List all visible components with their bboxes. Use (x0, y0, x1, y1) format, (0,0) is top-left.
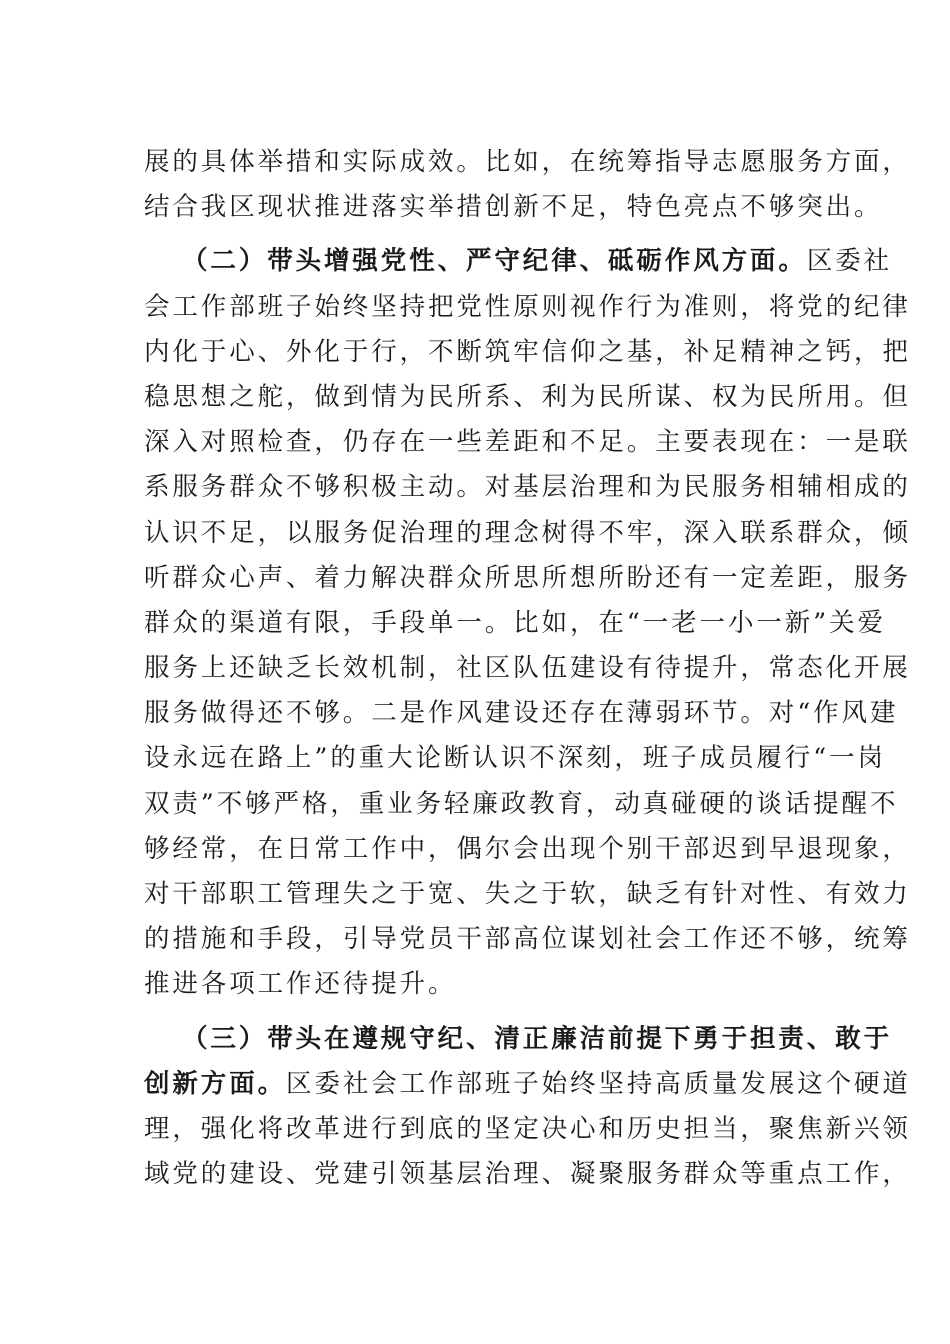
text-segment: 双责”不够严格，重业务轻廉政教育，动真碰硬的谈话提醒不 (144, 788, 899, 819)
text-segment: 群众的渠道有限，手段单一。比如，在“一老一小一新”关爱 (144, 607, 886, 638)
text-line (144, 917, 911, 962)
text-line (144, 736, 886, 781)
document-body (144, 140, 911, 1197)
text-line (144, 375, 911, 420)
text-line (144, 465, 911, 510)
text-segment: 服务做得还不够。二是作风建设还存在薄弱环节。对“作风建 (144, 698, 899, 729)
text-line (144, 140, 911, 185)
text-line (144, 330, 911, 375)
text-segment: 深入对照检查，仍存在一些差距和不足。主要表现在：一是联 (144, 427, 911, 458)
section-heading-2: （二）带头增强党性、严守纪律、砥砺作风方面。 (182, 246, 807, 277)
text-line (144, 1152, 911, 1197)
section-heading-3-continued: 创新方面。 (144, 1068, 287, 1099)
section-heading-3: （三）带头在遵规守纪、清正廉洁前提下勇于担责、敢于 (182, 1023, 893, 1054)
text-line (144, 962, 824, 1007)
text-segment: 认识不足，以服务促治理的理念树得不牢，深入联系群众，倾 (144, 517, 911, 548)
text-line (144, 782, 899, 827)
text-segment: 区委社 (806, 246, 893, 277)
text-line (144, 185, 883, 230)
text-line (144, 872, 911, 917)
text-segment: 系服务群众不够积极主动。对基层治理和为民服务相辅相成的 (144, 472, 911, 503)
text-line (144, 511, 911, 556)
text-segment: 内化于心、外化于行，不断筑牢信仰之基，补足精神之钙，把 (144, 336, 911, 367)
text-segment: 稳思想之舵，做到情为民所系、利为民所谋、权为民所用。但 (144, 381, 911, 412)
text-line (144, 1107, 911, 1152)
section-heading-line (144, 1017, 893, 1062)
text-line (144, 827, 911, 872)
text-segment: 域党的建设、党建引领基层治理、凝聚服务群众等重点工作， (144, 1159, 911, 1190)
text-segment: 理，强化将改革进行到底的坚定决心和历史担当，聚焦新兴领 (144, 1113, 911, 1144)
section-heading-line (144, 239, 893, 284)
text-segment: 设永远在路上”的重大论断认识不深刻，班子成员履行“一岗 (144, 743, 886, 774)
text-segment: 的措施和手段，引导党员干部高位谋划社会工作还不够，统筹 (144, 924, 911, 955)
text-line (144, 646, 911, 691)
text-segment: 够经常，在日常工作中，偶尔会出现个别干部迟到早退现象， (144, 833, 911, 864)
text-segment: 区委社会工作部班子始终坚持高质量发展这个硬道 (286, 1068, 911, 1099)
text-line (144, 556, 911, 601)
text-segment: 服务上还缺乏长效机制，社区队伍建设有待提升，常态化开展 (144, 653, 911, 684)
text-segment: 听群众心声、着力解决群众所思所想所盼还有一定差距，服务 (144, 562, 911, 593)
text-line (144, 691, 899, 736)
text-segment: 推进各项工作还待提升。 (144, 969, 457, 1000)
text-segment: 结合我区现状推进落实举措创新不足，特色亮点不够突出。 (144, 192, 883, 223)
text-line (144, 285, 911, 330)
text-line (144, 1062, 911, 1107)
text-segment: 展的具体举措和实际成效。比如，在统筹指导志愿服务方面， (144, 147, 911, 177)
text-segment: 对干部职工管理失之于宽、失之于软，缺乏有针对性、有效力 (144, 879, 911, 909)
text-line (144, 420, 911, 465)
text-line (144, 601, 886, 646)
text-segment: 会工作部班子始终坚持把党性原则视作行为准则，将党的纪律 (144, 291, 911, 322)
